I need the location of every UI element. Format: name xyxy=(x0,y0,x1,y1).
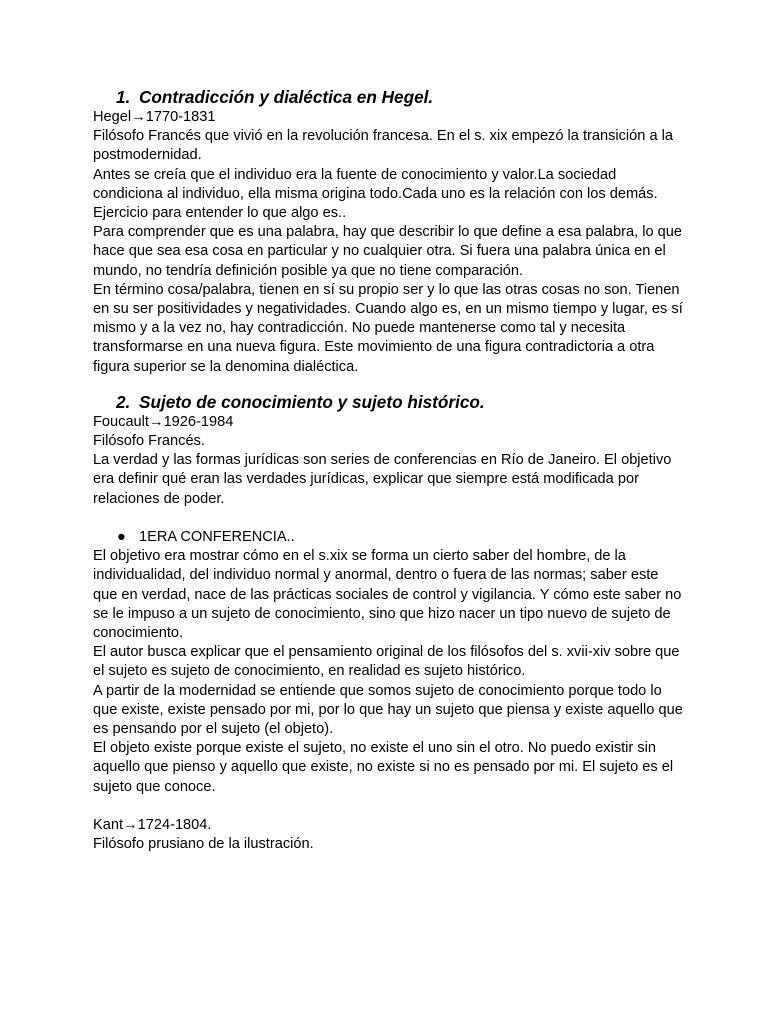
bullet-text: 1ERA CONFERENCIA.. xyxy=(139,529,295,546)
kant-description: Filósofo prusiano de la ilustración. xyxy=(93,836,314,853)
individual-society-paragraph: Antes se creía que el individuo era la fuente de conocimiento y valor.La sociedad condiciona al individuo, ella misma origina todo.Cada uno es la relación con los demás. xyxy=(93,166,658,202)
kant-dates: Kant→1724-1804. xyxy=(93,817,212,834)
word-definition-paragraph: Para comprender que es una palabra, hay que describir lo que define a esa palabra, lo que hace que sea esa cosa en particular y no cualquier otra. Si fuera una palabra única en el mundo, no tendría definición posible ya que no tiene comparación. xyxy=(93,224,683,279)
conferences-paragraph: La verdad y las formas jurídicas son series de conferencias en Río de Janeiro. El objetivo era definir qué eran las verdades jurídicas, explicar que siempre está modificada por relaciones de poder. xyxy=(93,452,672,507)
exercise-line: Ejercicio para entender lo que algo es.. xyxy=(93,205,347,222)
object-subject-paragraph: El objeto existe porque existe el sujeto, no existe el uno sin el otro. No puedo existir sin aquello que pienso y aquello que existe, no existe si no es pensado por mi. El sujeto es el sujeto que conoce. xyxy=(93,740,674,795)
modernity-paragraph: A partir de la modernidad se entiende que somos sujeto de conocimiento porque todo lo que existe, existe pensado por mi, por lo que hay un sujeto que piensa y existe aquello que es pensando por el sujeto (el objeto). xyxy=(93,682,683,738)
section-1-title: Contradicción y dialéctica en Hegel. xyxy=(139,87,434,107)
section-2-number: 2. xyxy=(116,391,131,412)
blank-line xyxy=(93,509,683,528)
first-conference-paragraph: El objetivo era mostrar cómo en el s.xix se forma un cierto saber del hombre, de la individualidad, del individuo normal y anormal, dentro o fuera de las normas; saber este que en verdad, nace de las prácticas sociales de control y vigilancia. Y cómo este saber no se le impuso a un sujeto de conocimiento, sino que hizo nacer un tipo nuevo de sujeto de conocimiento. xyxy=(93,548,682,642)
section-1-heading xyxy=(116,86,683,108)
bullet-item xyxy=(117,528,683,547)
hegel-dates: Hegel→1770-1831 xyxy=(93,109,216,125)
section-1-number: 1. xyxy=(116,87,131,107)
foucault-dates: Foucault→1926-1984 xyxy=(93,413,234,430)
section-2-title: Sujeto de conocimiento y sujeto histórico. xyxy=(139,391,485,412)
hegel-bio-paragraph: Filósofo Francés que vivió en la revolución francesa. En el s. xix empezó la transición a la postmodernidad. xyxy=(93,128,673,164)
document-body xyxy=(93,86,683,854)
author-paragraph: El autor busca explicar que el pensamiento original de los filósofos del s. xvii-xiv sobre que el sujeto es sujeto de conocimiento, en realidad es sujeto histórico. xyxy=(93,644,680,680)
bullet-dot: ● xyxy=(117,529,126,546)
dialectic-paragraph: En término cosa/palabra, tienen en sí su propio ser y lo que las otras cosas no son. Tienen en su ser positividades y negatividades. Cuando algo es, en un mismo tiempo y lugar, es sí mismo y a la vez no, hay contradicción. No puede mantenerse como tal y necesita transformarse en una nueva figura. Este movimiento de una figura contradictoria a otra figura superior se la denomina dialéctica. xyxy=(93,281,683,375)
section-2-heading xyxy=(116,391,683,413)
blank-line xyxy=(93,797,683,816)
foucault-nationality: Filósofo Francés. xyxy=(93,433,205,450)
